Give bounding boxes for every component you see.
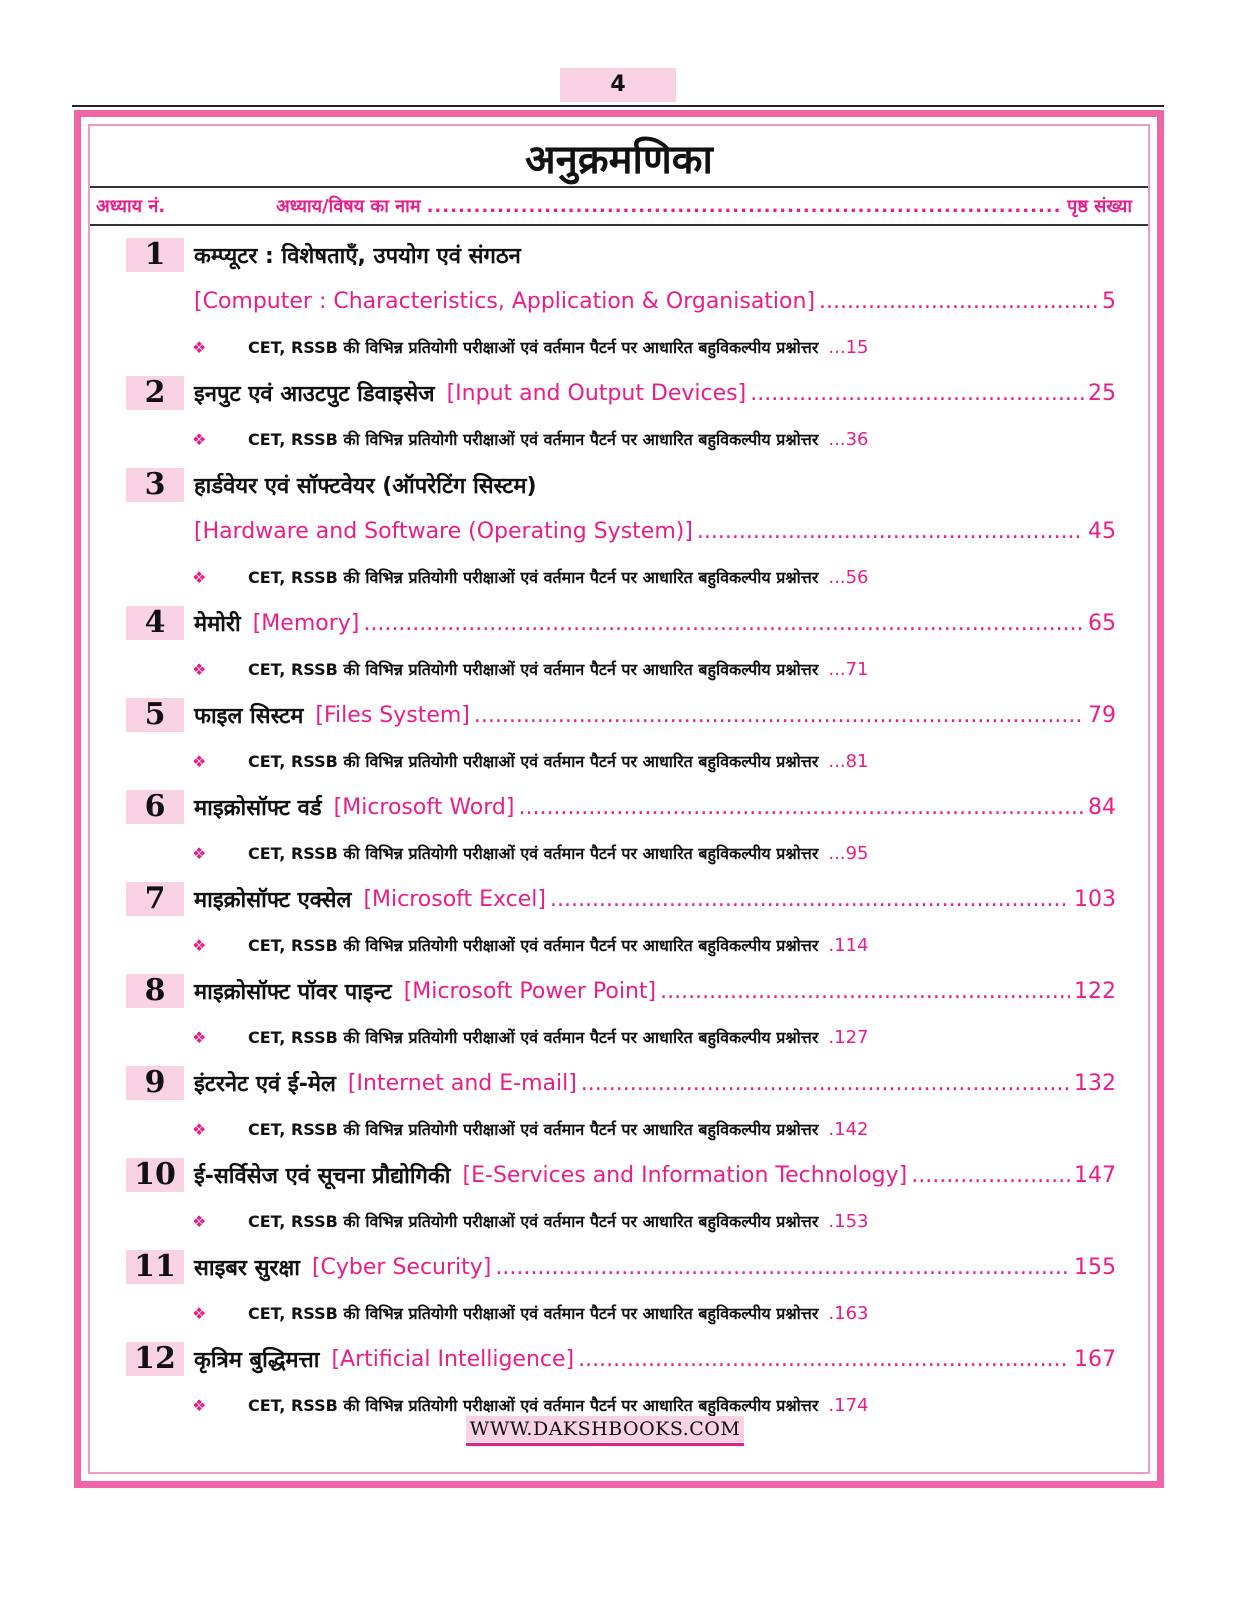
mcq-text: CET, RSSB की विभिन्न प्रतियोगी परीक्षाओं एवं वर्तमान पैटर्न पर आधारित बहुविकल्पीय प्रश्नोत्तर	[248, 1304, 819, 1323]
chapter-number: 11	[126, 1250, 184, 1284]
chapter-title-line[interactable]	[126, 876, 1116, 922]
diamond-bullet-icon: ❖	[192, 1119, 207, 1139]
chapter-title-line[interactable]	[126, 462, 1116, 508]
diamond-bullet-icon: ❖	[192, 935, 207, 955]
chapter-page: 79	[1088, 702, 1116, 728]
mcq-line[interactable]	[126, 830, 1116, 876]
chapter-title-hindi: ई-सर्विसेज एवं सूचना प्रौद्योगिकी	[194, 1164, 451, 1189]
chapter-title-hindi: माइक्रोसॉफ्ट पॉवर पाइन्ट	[194, 980, 392, 1005]
mcq-text: CET, RSSB की विभिन्न प्रतियोगी परीक्षाओं एवं वर्तमान पैटर्न पर आधारित बहुविकल्पीय प्रश्नोत्तर	[248, 660, 819, 679]
chapter-number: 1	[126, 238, 184, 272]
chapter-title-english: [Memory]	[252, 610, 360, 636]
chapter-title-english: [Hardware and Software (Operating System)]	[194, 518, 693, 544]
chapter-title-english: [Files System]	[315, 702, 470, 728]
website-footer: WWW.DAKSHBOOKS.COM	[466, 1416, 744, 1442]
chapter-title-hindi: इंटरनेट एवं ई-मेल	[194, 1072, 336, 1097]
chapter-number: 10	[126, 1158, 184, 1192]
chapter-title-hindi: मेमोरी	[194, 612, 241, 637]
chapter-number: 2	[126, 376, 184, 410]
mcq-line[interactable]	[126, 738, 1116, 784]
chapter-title-line[interactable]	[126, 1060, 1116, 1106]
toc-chapter	[126, 784, 1116, 876]
leader-dots	[697, 519, 1084, 544]
mcq-text: CET, RSSB की विभिन्न प्रतियोगी परीक्षाओं एवं वर्तमान पैटर्न पर आधारित बहुविकल्पीय प्रश्नोत्तर	[248, 844, 819, 863]
diamond-bullet-icon: ❖	[192, 1303, 207, 1323]
header-rule-bottom	[90, 224, 1148, 226]
mcq-page: .153	[828, 1210, 869, 1232]
diamond-bullet-icon: ❖	[192, 843, 207, 863]
mcq-line[interactable]	[126, 416, 1116, 462]
chapter-number: 6	[126, 790, 184, 824]
leader-dots	[660, 979, 1070, 1004]
chapter-title-line[interactable]	[126, 232, 1116, 278]
leader-dots	[911, 1163, 1070, 1188]
chapter-number: 3	[126, 468, 184, 502]
toc-chapter	[126, 600, 1116, 692]
mcq-text: CET, RSSB की विभिन्न प्रतियोगी परीक्षाओं एवं वर्तमान पैटर्न पर आधारित बहुविकल्पीय प्रश्नोत्तर	[248, 1396, 819, 1415]
footer-underline	[466, 1443, 744, 1446]
chapter-title-english: [Artificial Intelligence]	[331, 1346, 575, 1372]
toc-chapter	[126, 876, 1116, 968]
chapter-number: 8	[126, 974, 184, 1008]
chapter-page: 45	[1088, 518, 1116, 544]
mcq-page: ...15	[828, 336, 869, 358]
toc-header	[96, 191, 1132, 221]
chapter-title-hindi: कम्प्यूटर : विशेषताएँ, उपयोग एवं संगठन	[194, 244, 521, 269]
chapter-title-english: [E-Services and Information Technology]	[462, 1162, 908, 1188]
chapter-title-hindi: साइबर सुरक्षा	[194, 1256, 300, 1281]
leader-dots	[495, 1255, 1070, 1280]
chapter-title-hindi: माइक्रोसॉफ्ट वर्ड	[194, 796, 322, 821]
header-rule-top	[90, 186, 1148, 188]
diamond-bullet-icon: ❖	[192, 1395, 207, 1415]
chapter-page: 65	[1088, 610, 1116, 636]
mcq-text: CET, RSSB की विभिन्न प्रतियोगी परीक्षाओं एवं वर्तमान पैटर्न पर आधारित बहुविकल्पीय प्रश्नोत्तर	[248, 1212, 819, 1231]
mcq-line[interactable]	[126, 324, 1116, 370]
toc-chapter	[126, 370, 1116, 462]
chapter-title-hindi: कृत्रिम बुद्धिमत्ता	[194, 1348, 320, 1373]
leader-dots	[578, 1347, 1070, 1372]
mcq-page: ...81	[828, 750, 869, 772]
mcq-text: CET, RSSB की विभिन्न प्रतियोगी परीक्षाओं एवं वर्तमान पैटर्न पर आधारित बहुविकल्पीय प्रश्नोत्तर	[248, 338, 819, 357]
chapter-number: 5	[126, 698, 184, 732]
mcq-page: ...71	[828, 658, 869, 680]
page-title: अनुक्रमणिका	[525, 136, 713, 183]
page-number: 4	[560, 68, 676, 102]
chapter-page: 5	[1102, 288, 1116, 314]
chapter-title-english: [Computer : Characteristics, Application & Organisation]	[194, 288, 816, 314]
mcq-text: CET, RSSB की विभिन्न प्रतियोगी परीक्षाओं एवं वर्तमान पैटर्न पर आधारित बहुविकल्पीय प्रश्नोत्तर	[248, 752, 819, 771]
chapter-title-line[interactable]	[126, 784, 1116, 830]
chapter-page: 103	[1074, 886, 1116, 912]
chapter-title-english: [Cyber Security]	[311, 1254, 492, 1280]
chapter-title-line[interactable]	[126, 278, 1116, 324]
mcq-line[interactable]	[126, 1198, 1116, 1244]
mcq-line[interactable]	[126, 554, 1116, 600]
chapter-number: 7	[126, 882, 184, 916]
mcq-page: .114	[828, 934, 869, 956]
toc-list	[126, 232, 1116, 1428]
leader-dots	[363, 611, 1084, 636]
chapter-title-english: [Microsoft Power Point]	[403, 978, 657, 1004]
mcq-page: .174	[828, 1394, 869, 1416]
chapter-page: 25	[1088, 380, 1116, 406]
chapter-title-line[interactable]	[126, 1152, 1116, 1198]
diamond-bullet-icon: ❖	[192, 659, 207, 679]
diamond-bullet-icon: ❖	[192, 567, 207, 587]
chapter-number: 4	[126, 606, 184, 640]
toc-chapter	[126, 462, 1116, 600]
toc-chapter	[126, 1336, 1116, 1428]
leader-dots	[819, 289, 1098, 314]
mcq-text: CET, RSSB की विभिन्न प्रतियोगी परीक्षाओं एवं वर्तमान पैटर्न पर आधारित बहुविकल्पीय प्रश्नोत्तर	[248, 1028, 819, 1047]
mcq-page: ...56	[828, 566, 869, 588]
mcq-text: CET, RSSB की विभिन्न प्रतियोगी परीक्षाओं एवं वर्तमान पैटर्न पर आधारित बहुविकल्पीय प्रश्नोत्तर	[248, 430, 819, 449]
chapter-title-english: [Microsoft Word]	[333, 794, 515, 820]
mcq-page: ...95	[828, 842, 869, 864]
chapter-title-line[interactable]	[126, 1244, 1116, 1290]
chapter-title-hindi: हार्डवेयर एवं सॉफ्टवेयर (ऑपरेटिंग सिस्टम)	[194, 474, 537, 499]
header-page: पृष्ठ संख्या	[1067, 196, 1132, 217]
mcq-line[interactable]	[126, 1290, 1116, 1336]
mcq-line[interactable]	[126, 1106, 1116, 1152]
diamond-bullet-icon: ❖	[192, 1027, 207, 1047]
toc-chapter	[126, 1060, 1116, 1152]
toc-chapter	[126, 1244, 1116, 1336]
chapter-page: 155	[1074, 1254, 1116, 1280]
chapter-page: 84	[1088, 794, 1116, 820]
chapter-title-hindi: इनपुट एवं आउटपुट डिवाइसेज	[194, 382, 435, 407]
chapter-title-line[interactable]	[126, 370, 1116, 416]
mcq-page: ...36	[828, 428, 869, 450]
chapter-title-line[interactable]	[126, 600, 1116, 646]
diamond-bullet-icon: ❖	[192, 1211, 207, 1231]
mcq-page: .127	[828, 1026, 869, 1048]
header-leader-dots	[427, 196, 1062, 217]
chapter-title-english: [Input and Output Devices]	[446, 380, 747, 406]
toc-chapter	[126, 968, 1116, 1060]
chapter-number: 9	[126, 1066, 184, 1100]
mcq-page: .163	[828, 1302, 869, 1324]
chapter-title-hindi: फाइल सिस्टम	[194, 704, 304, 729]
mcq-line[interactable]	[126, 1014, 1116, 1060]
mcq-line[interactable]	[126, 646, 1116, 692]
chapter-title-english: [Microsoft Excel]	[363, 886, 546, 912]
diamond-bullet-icon: ❖	[192, 337, 207, 357]
header-chapter-name: अध्याय/विषय का नाम	[276, 196, 421, 217]
top-rule	[72, 105, 1164, 107]
toc-chapter	[126, 232, 1116, 370]
leader-dots	[518, 795, 1084, 820]
chapter-page: 132	[1074, 1070, 1116, 1096]
chapter-title-english: [Internet and E-mail]	[347, 1070, 577, 1096]
toc-chapter	[126, 1152, 1116, 1244]
mcq-line[interactable]	[126, 922, 1116, 968]
diamond-bullet-icon: ❖	[192, 751, 207, 771]
mcq-text: CET, RSSB की विभिन्न प्रतियोगी परीक्षाओं एवं वर्तमान पैटर्न पर आधारित बहुविकल्पीय प्रश्नोत्तर	[248, 568, 819, 587]
chapter-title-line[interactable]	[126, 968, 1116, 1014]
toc-chapter	[126, 692, 1116, 784]
chapter-page: 147	[1074, 1162, 1116, 1188]
chapter-page: 167	[1074, 1346, 1116, 1372]
mcq-text: CET, RSSB की विभिन्न प्रतियोगी परीक्षाओं एवं वर्तमान पैटर्न पर आधारित बहुविकल्पीय प्रश्नोत्तर	[248, 936, 819, 955]
header-chapter-no: अध्याय नं.	[96, 196, 166, 217]
mcq-page: .142	[828, 1118, 869, 1140]
chapter-number: 12	[126, 1342, 184, 1376]
chapter-title-line[interactable]	[126, 692, 1116, 738]
chapter-title-hindi: माइक्रोसॉफ्ट एक्सेल	[194, 888, 352, 913]
chapter-page: 122	[1074, 978, 1116, 1004]
leader-dots	[550, 887, 1070, 912]
chapter-title-line[interactable]	[126, 508, 1116, 554]
diamond-bullet-icon: ❖	[192, 429, 207, 449]
mcq-text: CET, RSSB की विभिन्न प्रतियोगी परीक्षाओं एवं वर्तमान पैटर्न पर आधारित बहुविकल्पीय प्रश्नोत्तर	[248, 1120, 819, 1139]
leader-dots	[750, 381, 1084, 406]
leader-dots	[581, 1071, 1070, 1096]
chapter-title-line[interactable]	[126, 1336, 1116, 1382]
leader-dots	[474, 703, 1084, 728]
